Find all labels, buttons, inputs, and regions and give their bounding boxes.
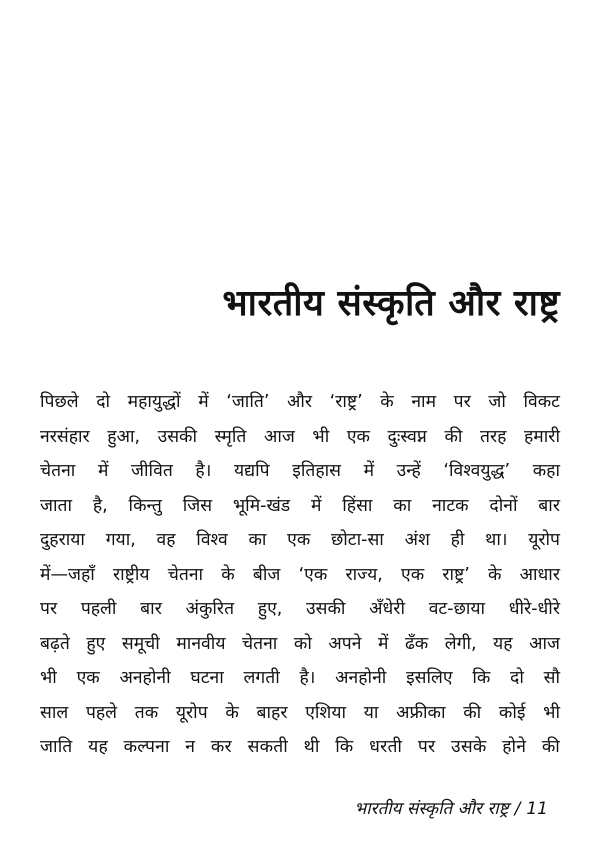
- text-line: जाति यह कल्पना न कर सकती थी कि धरती पर उसके होने की: [40, 737, 560, 757]
- footer-separator: /: [514, 799, 521, 819]
- text-line: दुहराया गया, वह विश्व का एक छोटा-सा अंश ही था। यूरोप: [40, 530, 560, 550]
- chapter-title: भारतीय संस्कृति और राष्ट्र: [222, 283, 560, 324]
- text-line: बढ़ते हुए समूची मानवीय चेतना को अपने में ढँक लेगी, यह आज: [40, 633, 560, 654]
- text-line: साल पहले तक यूरोप के बाहर एशिया या अफ्रीका की कोई भी: [40, 702, 560, 723]
- page-footer: [354, 796, 548, 822]
- text-line: भी एक अनहोनी घटना लगती है। अनहोनी इसलिए कि दो सौ: [40, 668, 560, 688]
- body-paragraph: [40, 385, 560, 765]
- text-line: पर पहली बार अंकुरित हुए, उसकी अँधेरी वट-छाया धीरे-धीरे: [40, 599, 560, 619]
- text-line: चेतना में जीवित है। यद्यपि इतिहास में उन्हें ‘विश्वयुद्ध’ कहा: [40, 461, 560, 481]
- running-title: भारतीय संस्कृति और राष्ट्र: [354, 799, 509, 819]
- text-line: में—जहाँ राष्ट्रीय चेतना के बीज ‘एक राज्य, एक राष्ट्र’ के आधार: [40, 564, 560, 585]
- text-line: नरसंहार हुआ, उसकी स्मृति आज भी एक दुःस्वप्न की तरह हमारी: [40, 426, 560, 447]
- text-line: जाता है, किन्तु जिस भूमि-खंड में हिंसा का नाटक दोनों बार: [40, 495, 560, 516]
- page-number: 11: [526, 799, 548, 819]
- text-line: पिछले दो महायुद्धों में ‘जाति’ और ‘राष्ट्र’ के नाम पर जो विकट: [40, 392, 560, 412]
